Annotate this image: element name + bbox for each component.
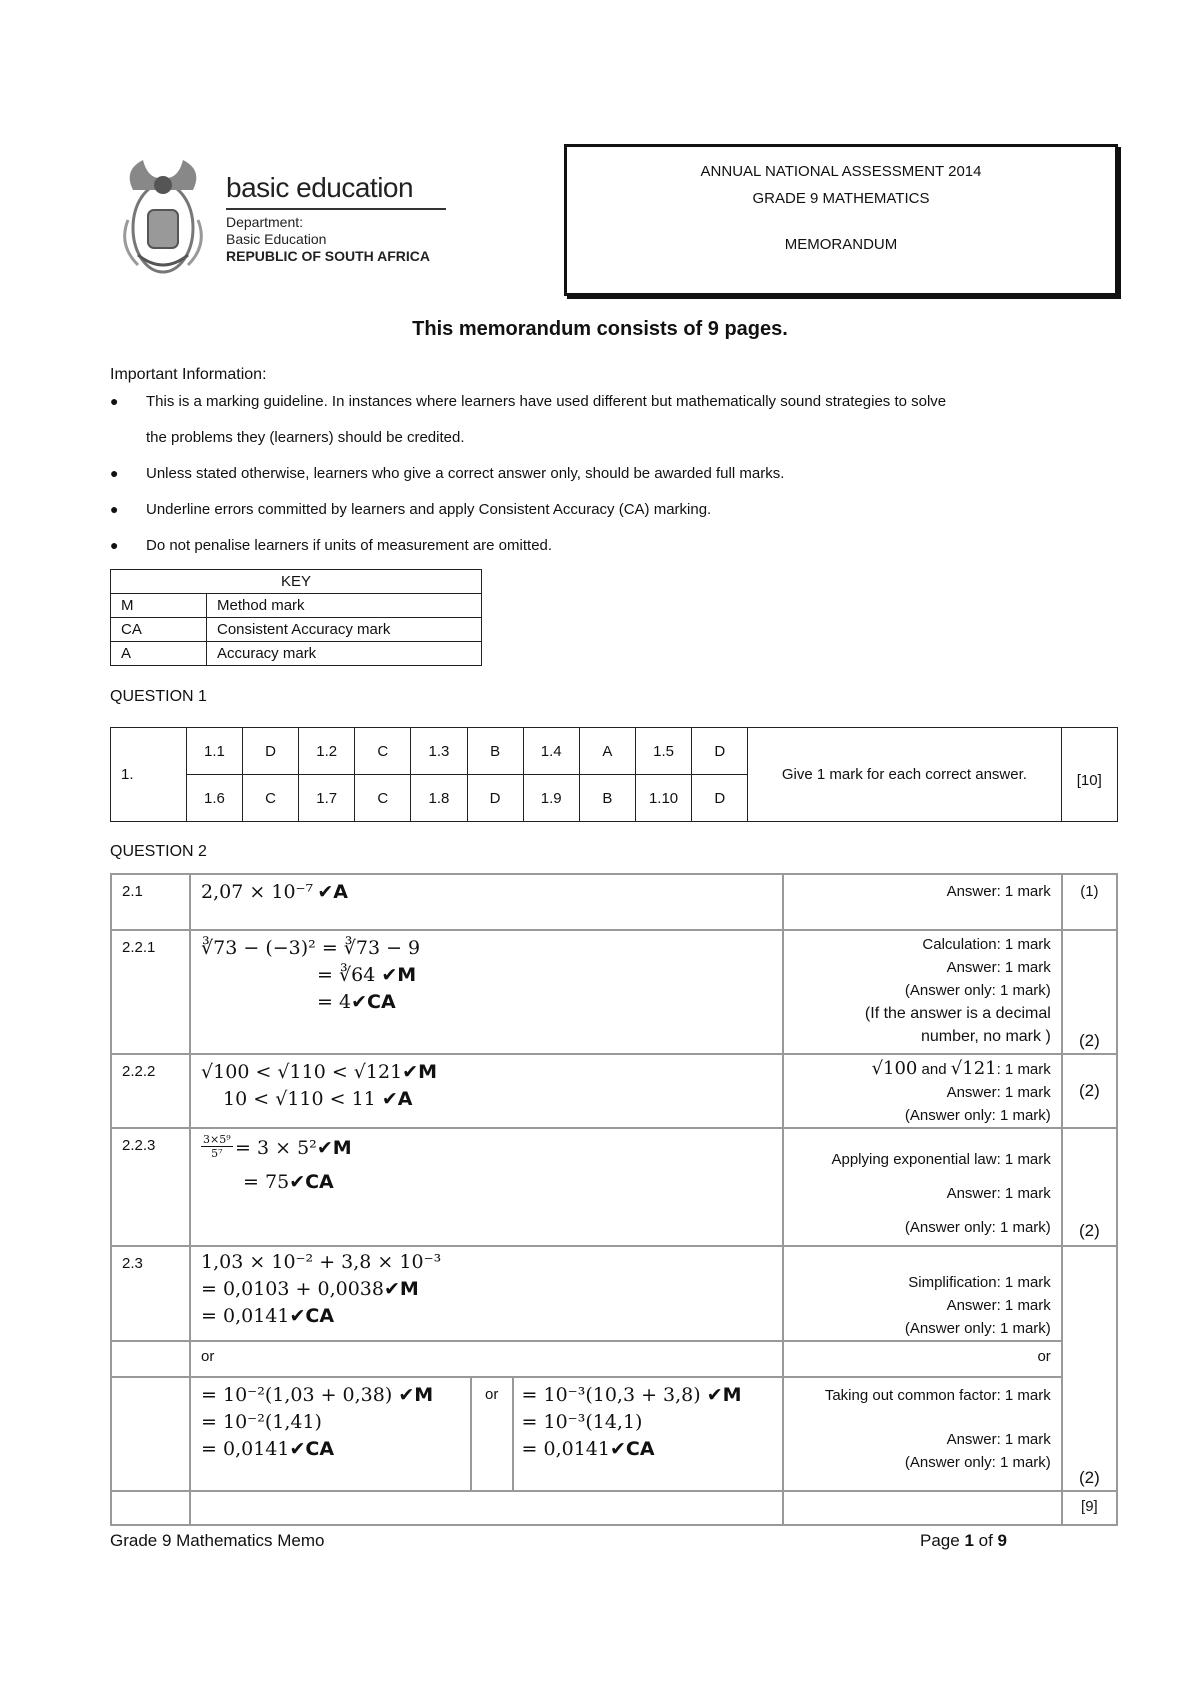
math-line: = 0,0103 + 0,0038 (201, 1278, 384, 1300)
key-code: M (111, 594, 207, 618)
q2-mark-total: (1) (1062, 874, 1117, 930)
bullet-icon: ● (110, 501, 119, 517)
q2-mark-note (783, 1128, 1062, 1246)
info-heading: Important Information: (110, 366, 267, 383)
header-line-grade: GRADE 9 MATHEMATICS (752, 190, 930, 207)
method-mark: ✔M (316, 1137, 352, 1159)
math-line: √100 < √110 < √121 (201, 1061, 403, 1083)
bullet-text: This is a marking guideline. In instances where learners have used different but mathematically sound strategies to solve (146, 393, 947, 410)
bullet-text: Underline errors committed by learners and apply Consistent Accuracy (CA) marking. (146, 501, 712, 518)
q2-working (190, 1246, 783, 1341)
math-line: 1,03 × 10⁻² + 3,8 × 10⁻³ (201, 1251, 442, 1273)
math-line: = 10⁻³(10,3 + 3,8) (521, 1384, 701, 1406)
key-table (110, 569, 482, 666)
header-line-memorandum: MEMORANDUM (784, 236, 898, 253)
consistent-accuracy-mark: ✔CA (609, 1438, 655, 1460)
q1-item: 1.2 (299, 728, 355, 775)
q1-answer: C (243, 775, 299, 822)
math-line: = 75 (243, 1171, 290, 1193)
math-line: = 0,0141 (201, 1438, 290, 1460)
q2-mark-note (783, 1377, 1062, 1491)
logo-department (226, 214, 326, 248)
q2-number: 2.2.3 (111, 1128, 190, 1246)
note-line: Answer: 1 mark (946, 959, 1051, 976)
note-line: Answer: 1 mark (946, 1297, 1051, 1314)
q1-item: 1.9 (523, 775, 579, 822)
accuracy-mark: ✔A (317, 881, 348, 903)
method-mark: ✔M (398, 1384, 434, 1406)
note-line: Answer: 1 mark (946, 1431, 1051, 1448)
page-label: Page (920, 1531, 965, 1550)
key-desc: Accuracy mark (207, 642, 482, 666)
q2-working (190, 1054, 783, 1128)
bullet-icon: ● (110, 393, 119, 409)
department-logo (118, 150, 448, 280)
consistent-accuracy-mark: ✔CA (289, 1305, 335, 1327)
fraction-denominator: 5⁷ (211, 1147, 223, 1160)
q1-answer: D (243, 728, 299, 775)
math-line: = ∛64 (317, 964, 376, 986)
math-line: = 0,0141 (201, 1305, 290, 1327)
key-code: A (111, 642, 207, 666)
math-line: = 0,0141 (521, 1438, 610, 1460)
key-code: CA (111, 618, 207, 642)
q1-marking-note: Give 1 mark for each correct answer. (748, 728, 1061, 822)
q2-number-empty (111, 1377, 190, 1491)
q1-item: 1.5 (635, 728, 691, 775)
q2-mark-total: (2) (1062, 1128, 1117, 1246)
math-line: = 3 × 5² (235, 1137, 317, 1159)
fraction-numerator: 3×5⁹ (203, 1133, 231, 1146)
math-expression: 2,07 × 10⁻⁷ (201, 881, 314, 903)
q2-or-label: or (190, 1341, 783, 1377)
note-line: (Answer only: 1 mark) (904, 982, 1051, 999)
q1-number: 1. (111, 728, 187, 822)
q1-item: 1.3 (411, 728, 467, 775)
q2-working (190, 1128, 783, 1246)
bullet-icon: ● (110, 465, 119, 481)
page-title: This memorandum consists of 9 pages. (412, 318, 788, 340)
logo-line-department: Department: (226, 214, 304, 230)
question-2-heading: QUESTION 2 (110, 843, 207, 860)
q2-mark-note (783, 1054, 1062, 1128)
q2-mark-note (783, 930, 1062, 1054)
q2-number: 2.3 (111, 1246, 190, 1341)
q2-or-label: or (783, 1341, 1062, 1377)
bullet-text: Do not penalise learners if units of measurement are omitted. (146, 537, 553, 554)
key-heading: KEY (111, 570, 482, 594)
q2-empty-cell (190, 1491, 783, 1525)
q1-item: 1.10 (635, 775, 691, 822)
note-line: Calculation: 1 mark (922, 936, 1051, 953)
note-line: (Answer only: 1 mark) (904, 1320, 1051, 1337)
q1-item: 1.7 (299, 775, 355, 822)
note-line: Simplification: 1 mark (908, 1274, 1051, 1291)
q2-mark-note: Answer: 1 mark (783, 874, 1062, 930)
math-line: = 10⁻²(1,03 + 0,38) (201, 1384, 393, 1406)
bullet-icon: ● (110, 537, 119, 553)
q2-working (190, 930, 783, 1054)
q2-number: 2.1 (111, 874, 190, 930)
q2-number-empty (111, 1341, 190, 1377)
note-line: Answer: 1 mark (946, 1185, 1051, 1202)
question-2-table (110, 873, 1118, 1526)
q2-number: 2.2.2 (111, 1054, 190, 1128)
q2-mark-total: (2) (1062, 930, 1117, 1054)
q2-mark-total: (2) (1062, 1054, 1117, 1128)
page-number (920, 1531, 1007, 1551)
bullet-text: the problems they (learners) should be credited. (146, 429, 465, 446)
note-line: Applying exponential law: 1 mark (831, 1151, 1051, 1168)
logo-country: REPUBLIC OF SOUTH AFRICA (226, 248, 431, 264)
math-line: = 4 (317, 991, 352, 1013)
question-1-table (110, 727, 1118, 822)
assessment-header-box (564, 144, 1118, 296)
note-line: (If the answer is a decimal (864, 1005, 1051, 1022)
logo-divider (226, 208, 446, 210)
q1-answer: B (467, 728, 523, 775)
q2-working (190, 874, 783, 930)
method-mark: ✔M (383, 1278, 419, 1300)
note-line: (Answer only: 1 mark) (904, 1107, 1051, 1124)
q2-empty-cell (783, 1491, 1062, 1525)
math-line: ∛73 − (−3)² = ∛73 − 9 (201, 937, 421, 959)
note-text: : 1 mark (996, 1061, 1051, 1078)
coat-of-arms-icon (118, 150, 208, 280)
fraction (201, 1133, 233, 1160)
q1-item: 1.1 (186, 728, 242, 775)
bullet-text: Unless stated otherwise, learners who give a correct answer only, should be awarded full marks. (146, 465, 785, 482)
q1-answer: C (355, 728, 411, 775)
q1-total: [10] (1061, 728, 1117, 822)
consistent-accuracy-mark: ✔CA (289, 1171, 334, 1193)
note-line: (Answer only: 1 mark) (904, 1219, 1051, 1236)
q1-item: 1.4 (523, 728, 579, 775)
q2-total: [9] (1062, 1491, 1117, 1525)
math-inline: √100 (871, 1058, 918, 1079)
math-line: 10 < √110 < 11 (223, 1088, 376, 1110)
key-desc: Method mark (207, 594, 482, 618)
question-1-heading: QUESTION 1 (110, 688, 207, 705)
header-line-assessment: ANNUAL NATIONAL ASSESSMENT 2014 (700, 163, 982, 180)
math-line: = 10⁻²(1,41) (201, 1411, 322, 1433)
q2-or-label: or (471, 1377, 513, 1491)
method-mark: ✔M (402, 1061, 437, 1083)
accuracy-mark: ✔A (381, 1088, 413, 1110)
q1-answer: D (467, 775, 523, 822)
key-desc: Consistent Accuracy mark (207, 618, 482, 642)
total-pages: 9 (997, 1531, 1007, 1550)
page-of-label: of (973, 1531, 998, 1550)
math-inline: √121 (950, 1058, 997, 1079)
q2-mark-note (783, 1246, 1062, 1341)
q2-number: 2.2.1 (111, 930, 190, 1054)
q2-working-method-a (190, 1377, 471, 1491)
logo-title: basic education (226, 172, 414, 203)
q1-item: 1.6 (186, 775, 242, 822)
footer-title: Grade 9 Mathematics Memo (110, 1531, 325, 1550)
note-line: number, no mark ) (920, 1028, 1051, 1045)
note-line: (Answer only: 1 mark) (904, 1454, 1051, 1471)
q1-answer: A (579, 728, 635, 775)
q2-working-method-b (513, 1377, 783, 1491)
method-mark: ✔M (381, 964, 417, 986)
q1-answer: D (692, 728, 748, 775)
q1-item: 1.8 (411, 775, 467, 822)
current-page: 1 (964, 1531, 974, 1550)
q1-answer: B (579, 775, 635, 822)
q2-mark-total: (2) (1062, 1246, 1117, 1491)
method-mark: ✔M (706, 1384, 742, 1406)
math-line: = 10⁻³(14,1) (521, 1411, 643, 1433)
note-line: Taking out common factor: 1 mark (824, 1387, 1051, 1404)
q1-answer: C (355, 775, 411, 822)
note-text: and (917, 1061, 951, 1078)
consistent-accuracy-mark: ✔CA (289, 1438, 335, 1460)
q1-answer: D (692, 775, 748, 822)
logo-line-basic-education: Basic Education (226, 231, 327, 247)
consistent-accuracy-mark: ✔CA (351, 991, 396, 1013)
note-line: Answer: 1 mark (946, 1084, 1051, 1101)
q2-empty-cell (111, 1491, 190, 1525)
